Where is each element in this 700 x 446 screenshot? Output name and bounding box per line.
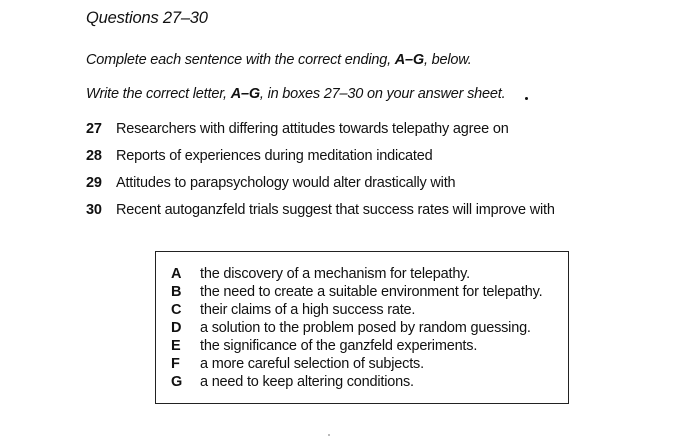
ending-item — [171, 338, 542, 356]
ending-letter: A — [171, 266, 182, 282]
instruction-2-range: A–G — [230, 86, 260, 102]
ending-text: the discovery of a mechanism for telepathy. — [200, 266, 470, 282]
ending-text: the need to create a suitable environment for telepathy. — [200, 284, 543, 300]
ending-letter: D — [171, 320, 182, 336]
ending-item — [171, 266, 542, 284]
ending-letter: G — [171, 374, 183, 390]
question-number: 30 — [86, 202, 102, 218]
question-item — [86, 175, 555, 202]
instruction-line-2 — [86, 86, 505, 102]
question-text: Researchers with differing attitudes towards telepathy agree on — [116, 121, 509, 137]
ending-item — [171, 302, 542, 320]
ending-text: their claims of a high success rate. — [200, 302, 416, 318]
question-text: Attitudes to parapsychology would alter drastically with — [116, 175, 456, 191]
question-number: 27 — [86, 121, 102, 137]
ending-letter: F — [171, 356, 180, 372]
ending-text: a need to keep altering conditions. — [200, 374, 414, 390]
ending-letter: E — [171, 338, 181, 354]
instruction-2-text: Write the correct letter, — [86, 86, 231, 102]
instruction-1-text: Complete each sentence with the correct ending, — [86, 52, 395, 68]
question-number: 28 — [86, 148, 102, 164]
ending-list — [171, 266, 542, 392]
endings-box — [155, 251, 569, 404]
instruction-line-1 — [86, 52, 472, 68]
ending-letter: C — [171, 302, 182, 318]
scan-speck — [525, 97, 528, 100]
ending-item — [171, 356, 542, 374]
question-list — [86, 121, 555, 229]
question-number: 29 — [86, 175, 102, 191]
ending-item — [171, 320, 542, 338]
instruction-2-end: , in boxes 27–30 on your answer sheet. — [259, 86, 506, 102]
ending-letter: B — [171, 284, 182, 300]
ending-text: a solution to the problem posed by random guessing. — [200, 320, 531, 336]
question-item — [86, 148, 555, 175]
ending-text: a more careful selection of subjects. — [200, 356, 424, 372]
instruction-1-range: A–G — [394, 52, 424, 68]
question-item — [86, 121, 555, 148]
instruction-1-end: , below. — [424, 52, 472, 68]
scan-mark — [328, 434, 330, 436]
question-text: Recent autoganzfeld trials suggest that success rates will improve with — [116, 202, 555, 218]
section-heading: Questions 27–30 — [86, 9, 208, 27]
ending-item — [171, 284, 542, 302]
question-item — [86, 202, 555, 229]
ending-item — [171, 374, 542, 392]
question-text: Reports of experiences during meditation indicated — [116, 148, 433, 164]
ending-text: the significance of the ganzfeld experiments. — [200, 338, 478, 354]
